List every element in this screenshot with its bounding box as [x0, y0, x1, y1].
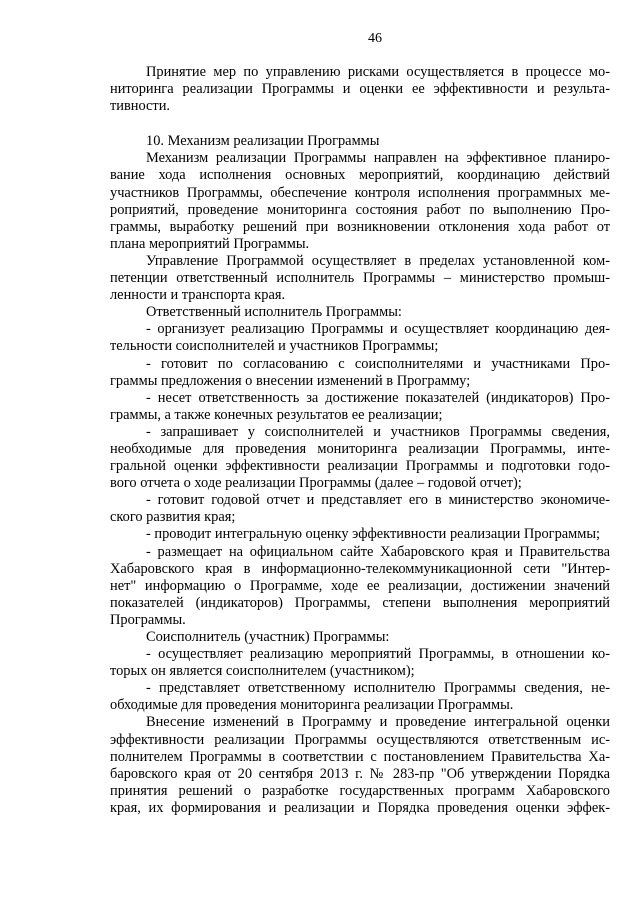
- text-line: Хабаровского края в информационно-телекоммуникационной сети "Интер-: [110, 560, 610, 577]
- text-line: эффективности реализации Программы осуществляются ответственным ис-: [110, 731, 610, 748]
- text-line: ленности и транспорта края.: [110, 287, 286, 304]
- text-line: участников Программы, обеспечение контроля исполнения программных ме-: [110, 184, 610, 201]
- text-line: граммы предложения о внесении изменений в Программу;: [110, 372, 471, 389]
- text-line: - готовит годовой отчет и представляет его в министерство экономиче-: [146, 492, 610, 509]
- document-body: [110, 64, 610, 817]
- text-line: - проводит интегральную оценку эффективности реализации Программы;: [146, 526, 601, 543]
- text-line: необходимые для проведения мониторинга реализации Программы, инте-: [110, 440, 610, 457]
- text-line: - осуществляет реализацию мероприятий Программы, в отношении ко-: [146, 646, 610, 663]
- text-line: торых он является соисполнителем (участником);: [110, 663, 415, 680]
- text-line: - несет ответственность за достижение показателей (индикаторов) Про-: [146, 389, 610, 406]
- text-line: ского развития края;: [110, 509, 236, 526]
- text-line: Программы.: [110, 611, 186, 628]
- text-line: - готовит по согласованию с соисполнителями и участниками Про-: [146, 355, 610, 372]
- text-line: полнителем Программы в соответствии с постановлением Правительства Ха-: [110, 748, 610, 765]
- text-line: тельности соисполнителей и участников Программы;: [110, 338, 439, 355]
- text-line: тивности.: [110, 98, 171, 115]
- text-line: Ответственный исполнитель Программы:: [146, 304, 402, 321]
- text-line: граммы, выработку решений при возникновении отклонения хода работ от: [110, 218, 610, 235]
- text-line: баровского края от 20 сентября 2013 г. № 283-пр "Об утверждении Порядка: [110, 765, 610, 782]
- text-line: 10. Механизм реализации Программы: [146, 133, 380, 150]
- text-line: - представляет ответственному исполнителю Программы сведения, не-: [146, 680, 610, 697]
- text-line: нет" информацию о Программе, ходе ее реализации, достижении значений: [110, 577, 610, 594]
- text-line: плана мероприятий Программы.: [110, 235, 310, 252]
- page-number: 46: [368, 31, 382, 46]
- text-line: граммы, а также конечных результатов ее реализации;: [110, 406, 443, 423]
- text-line: Внесение изменений в Программу и проведение интегральной оценки: [146, 714, 610, 731]
- text-line: - организует реализацию Программы и осуществляет координацию дея-: [146, 321, 610, 338]
- text-line: принятия решений о разработке государственных программ Хабаровского: [110, 782, 610, 799]
- text-line: Механизм реализации Программы направлен на эффективное планиро-: [146, 150, 610, 167]
- text-line: - размещает на официальном сайте Хабаровского края и Правительства: [146, 543, 610, 560]
- text-line: края, их формирования и реализации и Порядка проведения оценки эффек-: [110, 799, 610, 816]
- text-line: петенции ответственный исполнитель Программы – министерство промыш-: [110, 270, 610, 287]
- text-line: роприятий, проведение мониторинга состояния работ по выполнению Про-: [110, 201, 610, 218]
- text-line: показателей (индикаторов) Программы, степени выполнения мероприятий: [110, 594, 610, 611]
- text-line: - запрашивает у соисполнителей и участников Программы сведения,: [146, 423, 610, 440]
- text-line: Соисполнитель (участник) Программы:: [146, 629, 390, 645]
- text-line: вание хода исполнения основных мероприятий, координацию действий: [110, 167, 610, 184]
- text-line: гральной оценки эффективности реализации Программы и подготовки годо-: [110, 458, 610, 475]
- text-line: Принятие мер по управлению рисками осуществляется в процессе мо-: [146, 64, 610, 80]
- text-line: обходимые для проведения мониторинга реализации Программы.: [110, 697, 514, 714]
- text-line: ниторинга реализации Программы и оценки ее эффективности и результа-: [110, 81, 610, 98]
- text-line: Управление Программой осуществляет в пределах установленной ком-: [146, 252, 610, 269]
- text-line: вого отчета о ходе реализации Программы (далее – годовой отчет);: [110, 475, 522, 492]
- paragraph-gap: [110, 115, 610, 133]
